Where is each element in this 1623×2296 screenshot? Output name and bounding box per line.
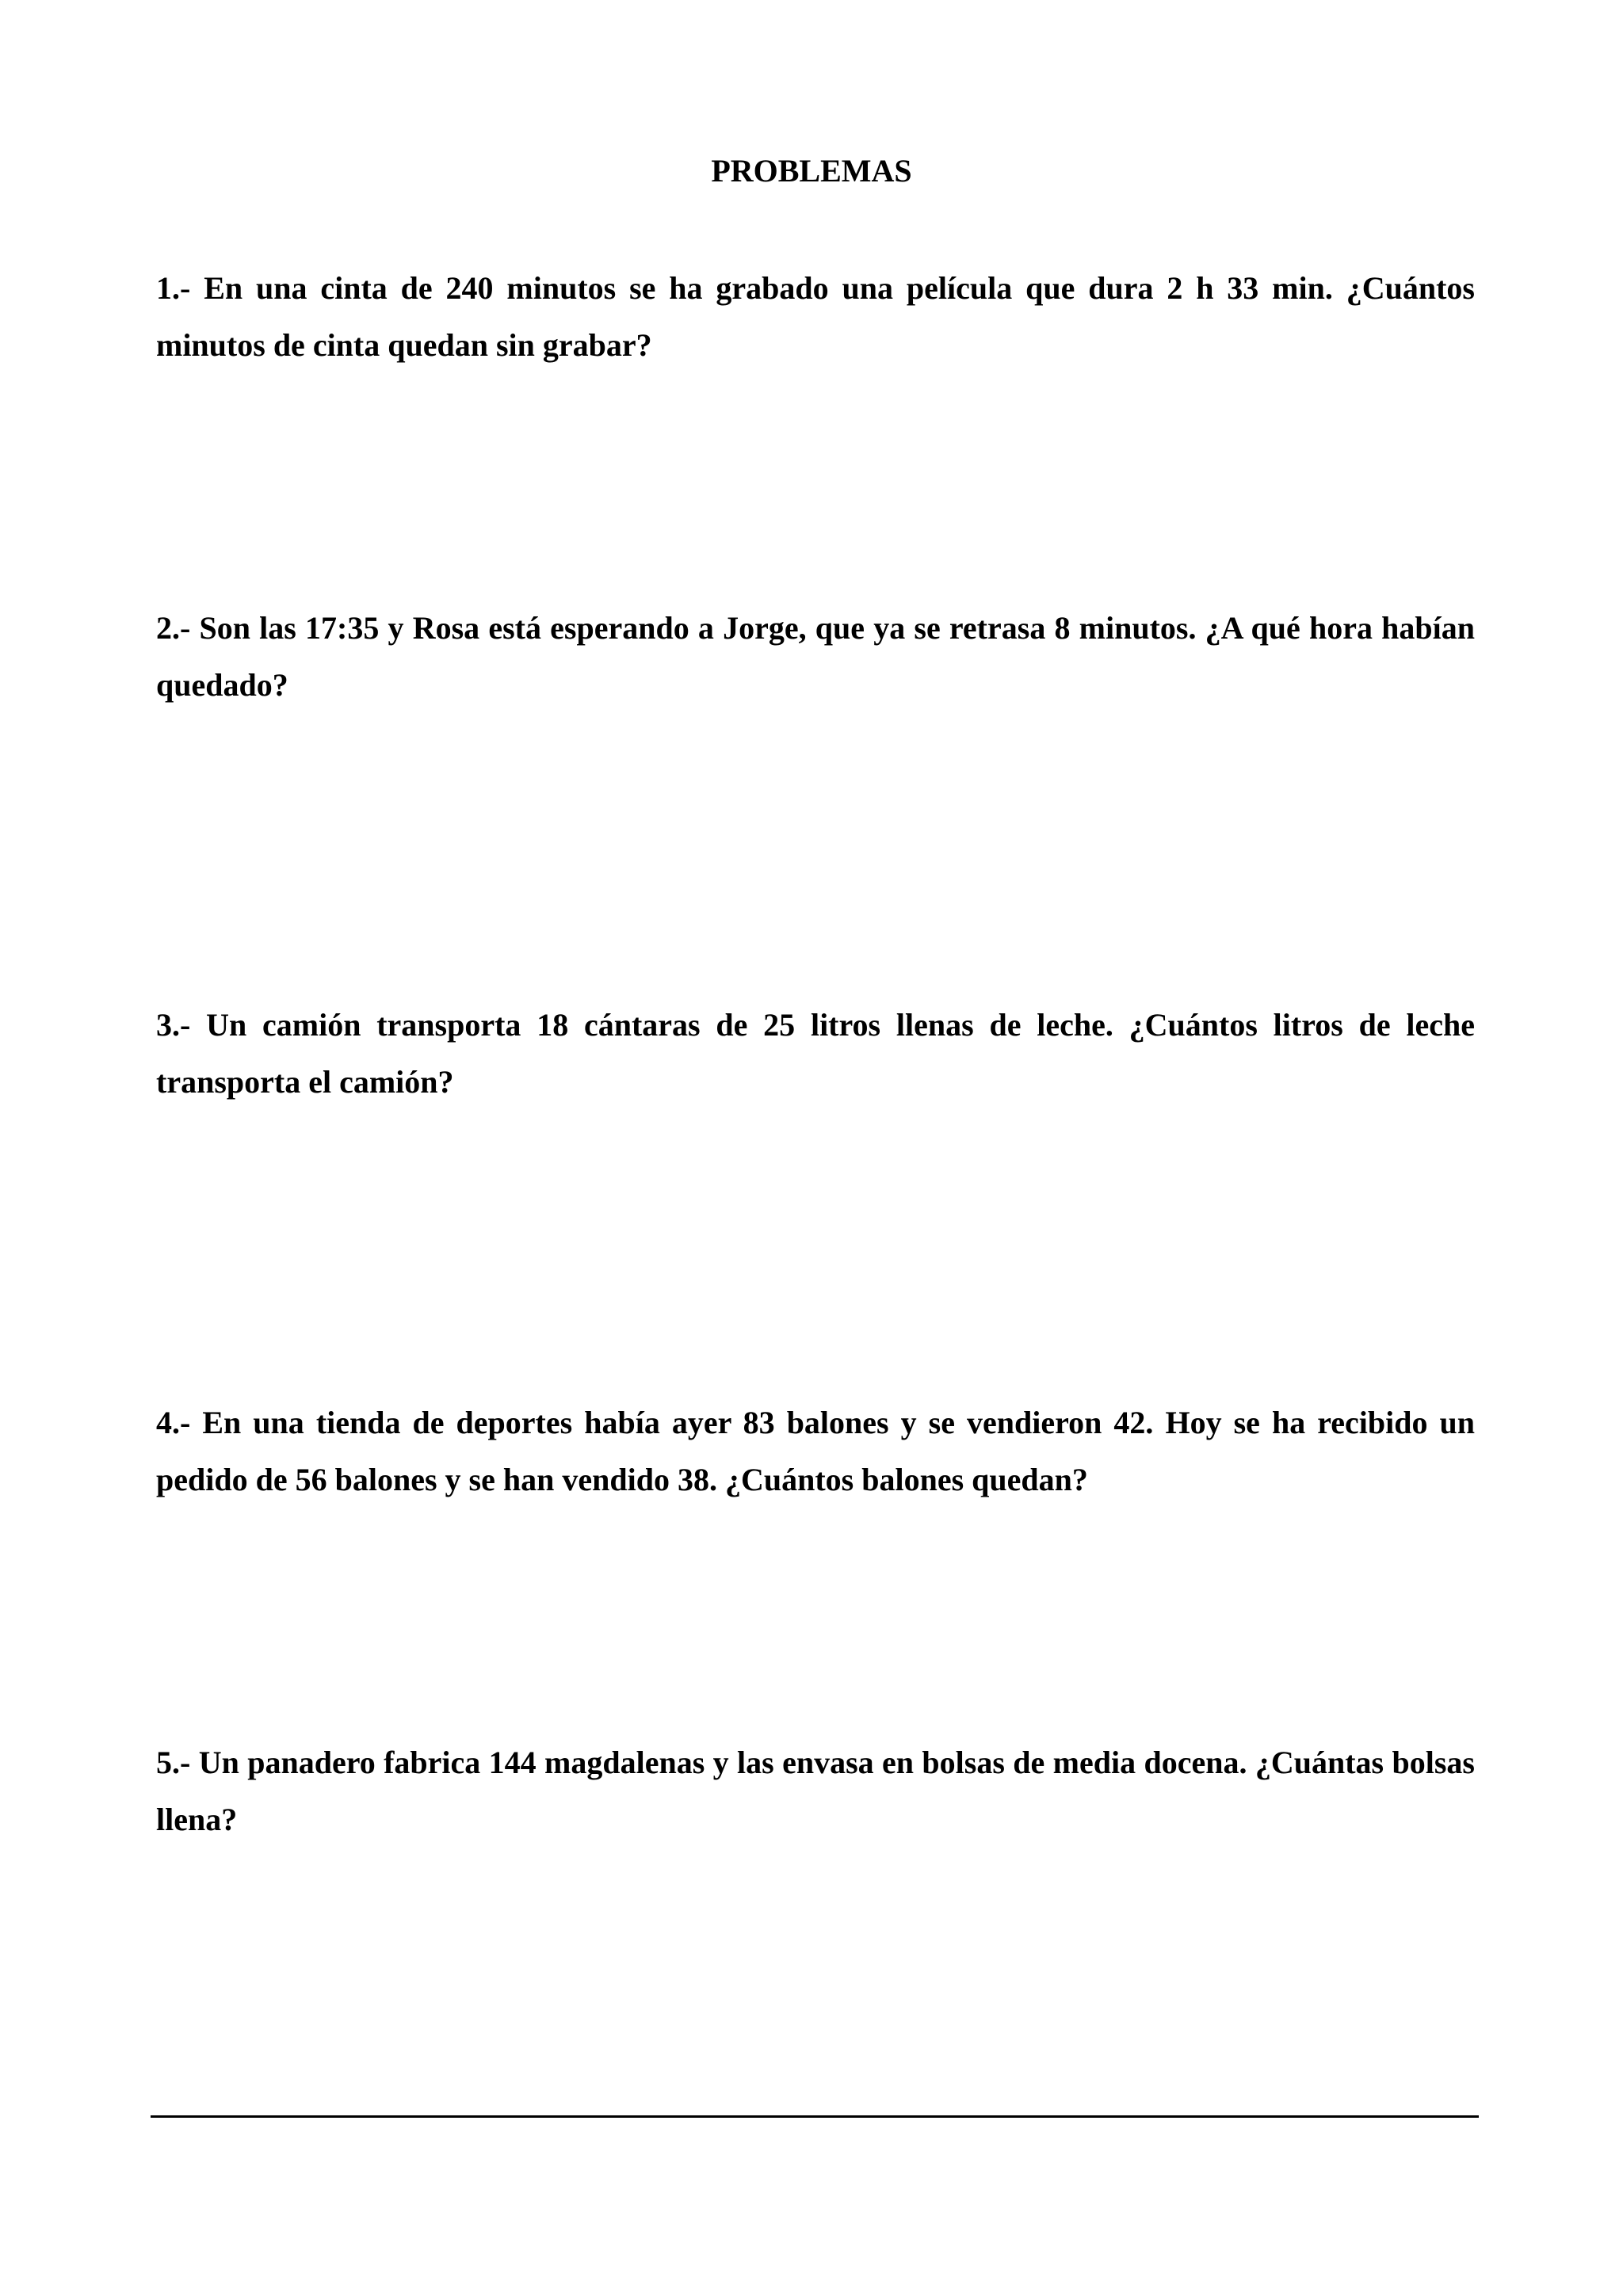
problem-4: 4.- En una tienda de deportes había ayer 83 balones y se vendieron 42. Hoy se ha recibido un pedido de 56 balones y se han vendido 38. ¿Cuántos balones quedan?	[156, 1405, 1475, 1497]
page-title: PROBLEMAS	[711, 153, 912, 189]
problem-3: 3.- Un camión transporta 18 cántaras de 25 litros llenas de leche. ¿Cuántos litros de leche transporta el camión?	[156, 1007, 1475, 1100]
bottom-divider	[151, 2115, 1479, 2118]
problem-2: 2.- Son las 17:35 y Rosa está esperando a Jorge, que ya se retrasa 8 minutos. ¿A qué hora habían quedado?	[156, 610, 1475, 703]
problem-5: 5.- Un panadero fabrica 144 magdalenas y las envasa en bolsas de media docena. ¿Cuántas bolsas llena?	[156, 1745, 1475, 1837]
problem-1: 1.- En una cinta de 240 minutos se ha grabado una película que dura 2 h 33 min. ¿Cuántos minutos de cinta quedan sin grabar?	[156, 270, 1475, 363]
